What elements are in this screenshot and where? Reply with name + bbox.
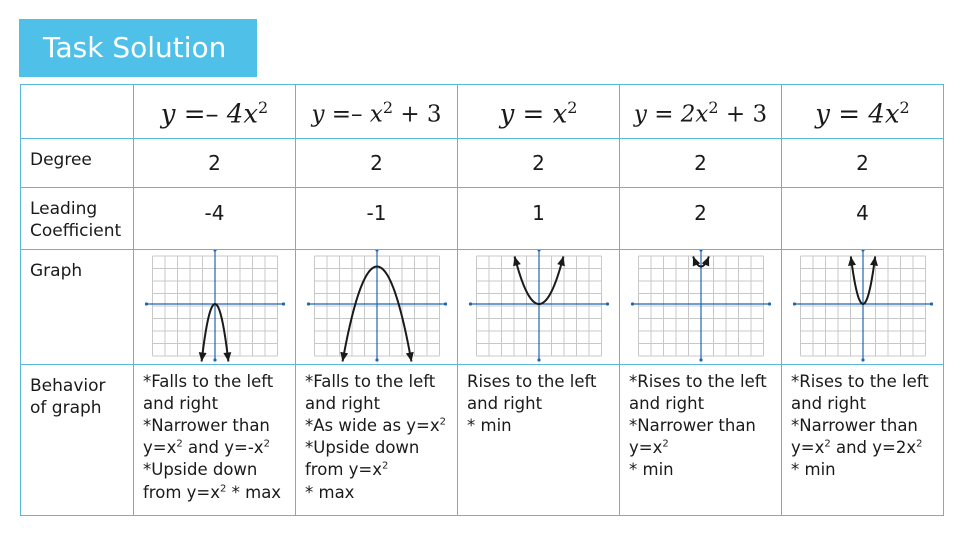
behavior-line: *Upside down: [143, 460, 258, 480]
behavior-cell: [620, 364, 782, 515]
equation-lhs: y =: [311, 101, 352, 128]
behavior-line: *Narrower than: [629, 416, 756, 436]
leading-value: 1: [458, 187, 620, 249]
leading-value: 4: [782, 187, 944, 249]
axis-tip: [375, 358, 378, 361]
equation-exponent: 2: [382, 98, 394, 117]
behavior-cell: [134, 364, 296, 515]
corner-cell: [21, 85, 134, 139]
behavior-line: *Upside down: [305, 438, 420, 458]
equation-lhs: y =: [633, 101, 681, 128]
polynomial-comparison-table: [20, 84, 944, 516]
behavior-line: *Falls to the left: [143, 371, 274, 391]
degree-value: 2: [296, 138, 458, 187]
graph-cell: [782, 249, 944, 364]
equation-cell: [458, 85, 620, 139]
axis-tip: [793, 302, 796, 305]
graph-label: Graph: [21, 249, 134, 364]
degree-value: 2: [458, 138, 620, 187]
axis-tip: [213, 250, 216, 252]
graph-row: [21, 249, 944, 364]
leading-value: 2: [620, 187, 782, 249]
behavior-line: and right: [467, 393, 543, 413]
axis-tip: [768, 302, 771, 305]
axis-tip: [861, 358, 864, 361]
behavior-line: *Falls to the left: [305, 371, 436, 391]
parabola-graph: [296, 250, 458, 365]
equation-lhs: y =: [499, 99, 553, 130]
equation-term: x: [369, 101, 383, 128]
behavior-cell: [296, 364, 458, 515]
equation-term: x: [552, 99, 568, 130]
behavior-line: *Narrower than: [791, 416, 918, 436]
behavior-line: from $y=x^2 * \max$: [143, 482, 282, 502]
graph-cell: [296, 249, 458, 364]
axis-tip: [699, 358, 702, 361]
equation-row: [21, 85, 944, 139]
axis-tip: [282, 302, 285, 305]
leading-value: -1: [296, 187, 458, 249]
behavior-line: *Rises to the left: [629, 371, 767, 391]
behavior-label: [21, 364, 134, 515]
graph-cell: [458, 249, 620, 364]
equation-cell: [782, 85, 944, 139]
behavior-cell: [458, 364, 620, 515]
leading-coefficient-label: [21, 187, 134, 249]
axis-tip: [145, 302, 148, 305]
axis-tip: [375, 250, 378, 252]
equation-lhs: y =: [815, 99, 869, 130]
axis-tip: [444, 302, 447, 305]
arrowhead: [340, 352, 348, 362]
leading-value: -4: [134, 187, 296, 249]
equation-constant: + 3: [393, 101, 442, 128]
leading-label-line-1: Leading: [30, 198, 98, 219]
behavior-label-line-2: of graph: [30, 397, 102, 418]
equation-cell: [296, 85, 458, 139]
behavior-line: and right: [791, 393, 867, 413]
behavior-line: $y=x^2$ and $y=2x^2$: [791, 438, 923, 458]
behavior-label-line-1: Behavior: [30, 375, 106, 396]
leading-coefficient-row: [21, 187, 944, 249]
equation-lhs: y =: [160, 99, 206, 130]
behavior-cell: [782, 364, 944, 515]
graph-cell: [134, 249, 296, 364]
equation-sign: –: [351, 101, 370, 128]
leading-label-line-2: Coefficient: [30, 220, 122, 241]
parabola-graph: [458, 250, 620, 365]
parabola-graph: [620, 250, 782, 365]
behavior-line: and right: [305, 393, 381, 413]
equation-exponent: 2: [567, 98, 578, 117]
graph-cell: [620, 249, 782, 364]
behavior-line: Rises to the left: [467, 371, 597, 391]
behavior-line: *As wide as $y=x^2$: [305, 416, 447, 436]
axis-tip: [699, 250, 702, 252]
behavior-line: * min: [467, 416, 512, 436]
equation-exponent: 2: [708, 98, 719, 117]
axis-tip: [930, 302, 933, 305]
arrowhead: [406, 352, 414, 362]
equation-term: 2x: [680, 101, 709, 128]
equation-exponent: 2: [899, 98, 910, 117]
behavior-line: * min: [629, 460, 674, 480]
equation-exponent: 2: [258, 98, 269, 117]
axis-tip: [861, 250, 864, 252]
behavior-line: and right: [143, 393, 219, 413]
behavior-line: *Narrower than: [143, 416, 270, 436]
axis-tip: [631, 302, 634, 305]
equation-term: 4x: [868, 99, 900, 130]
equation-term: 4x: [226, 99, 259, 130]
parabola-graph: [134, 250, 296, 365]
degree-value: 2: [134, 138, 296, 187]
equation-cell: [134, 85, 296, 139]
behavior-line: $y=x^2$ and $y=-x^2$: [143, 438, 270, 458]
degree-value: 2: [782, 138, 944, 187]
equation-sign: –: [205, 99, 227, 130]
behavior-line: $y=x^2$: [629, 438, 669, 458]
degree-row: [21, 138, 944, 187]
axis-tip: [213, 358, 216, 361]
parabola-graph: [782, 250, 944, 365]
behavior-line: and right: [629, 393, 705, 413]
behavior-line: * max: [305, 482, 355, 502]
behavior-line: *Rises to the left: [791, 371, 929, 391]
behavior-line: from $y=x^2$: [305, 460, 389, 480]
axis-tip: [469, 302, 472, 305]
page-title: Task Solution: [19, 19, 257, 77]
equation-cell: [620, 85, 782, 139]
axis-tip: [537, 250, 540, 252]
behavior-line: * min: [791, 460, 836, 480]
axis-tip: [606, 302, 609, 305]
degree-value: 2: [620, 138, 782, 187]
axis-tip: [537, 358, 540, 361]
axis-tip: [307, 302, 310, 305]
equation-constant: + 3: [718, 101, 768, 128]
degree-label: Degree: [21, 138, 134, 187]
behavior-row: [21, 364, 944, 515]
